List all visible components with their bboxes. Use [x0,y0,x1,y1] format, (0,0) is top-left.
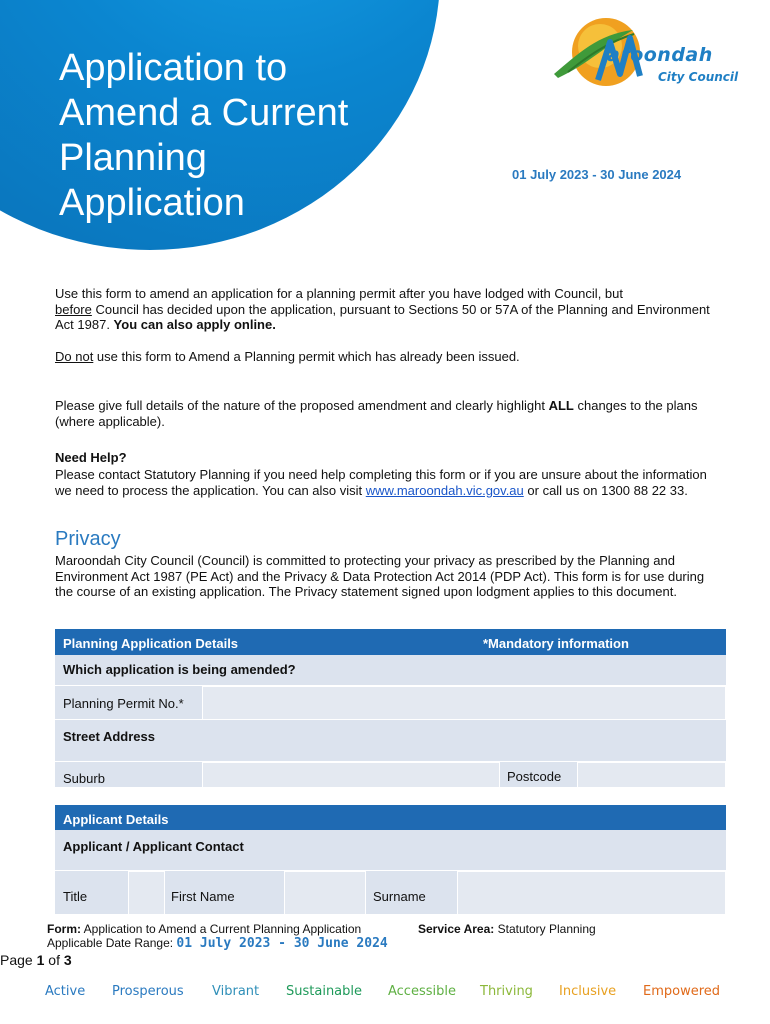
privacy-heading: Privacy [55,528,121,550]
intro-paragraph: Use this form to amend an application for a planning permit after you have lodged with Council, but before Council has decided upon the application, pursuant to Sections 50 or 57A of the Planning and Environment Act 1987. You can also apply online. [55,286,710,332]
date-range: 01 July 2023 - 30 June 2024 [512,167,682,182]
amend-question-row: Which application is being amended? [55,655,726,685]
footer-date-range: Applicable Date Range: 01 July 2023 - 30 June 2024 [47,936,388,951]
do-not-paragraph: Do not use this form to Amend a Planning permit which has already been issued. [55,349,520,364]
planning-details-header: Planning Application Details *Mandatory information [55,629,726,655]
applicant-details-header: Applicant Details [55,805,726,830]
permit-row [55,685,726,719]
value-word: Vibrant [212,984,260,999]
surname-field[interactable] [457,871,726,915]
permit-number-field[interactable] [202,686,726,720]
privacy-text: Maroondah City Council (Council) is committed to protecting your privacy as prescribed by the Planning and Environment Act 1987 (PE Act) and the Privacy & Data Protection Act 2014 (PDP Act). This form is for use during the course of an existing application. The Privacy statement signed upon lodgment applies to this document. [55,553,705,599]
logo-subtitle: City Council [658,70,739,84]
footer-form: Form: Application to Amend a Current Planning Application [47,922,362,936]
logo-wordmark: aroondah [607,44,713,66]
applicant-contact-row: Applicant / Applicant Contact [55,830,726,870]
value-word: Thriving [480,984,533,999]
planning-details-table [55,629,726,787]
footer-service-area: Service Area: Statutory Planning [418,922,596,936]
value-word: Empowered [643,984,721,999]
street-address-row[interactable]: Street Address [55,719,726,761]
name-row [55,870,726,914]
suburb-label: Suburb [63,771,105,786]
value-word: Prosperous [112,984,184,999]
permit-label: Planning Permit No.* [63,696,184,711]
suburb-row [55,761,726,787]
surname-label: Surname [373,889,426,904]
page-title: Application to Amend a Current Planning Application [59,47,349,224]
title-field[interactable] [128,871,165,915]
mandatory-note: *Mandatory information [483,636,629,651]
title-label: Title [63,889,88,904]
first-name-field[interactable] [284,871,366,915]
value-word: Accessible [388,984,456,999]
suburb-field[interactable] [202,762,500,788]
website-link[interactable]: www.maroondah.vic.gov.au [365,482,524,498]
page-number: Page 1 of 3 [0,952,72,968]
value-word: Sustainable [286,984,363,999]
value-word: Active [45,984,86,999]
value-word: Inclusive [559,984,617,999]
help-paragraph: Please contact Statutory Planning if you need help completing this form or if you are unsure about the information we need to process the application. You can also visit www.maroondah.vic.gov.au or call us on 1300 88 22 33. [55,467,707,498]
postcode-field[interactable] [577,762,726,788]
details-paragraph: Please give full details of the nature of the proposed amendment and clearly highlight ALL changes to the plans (where applicable). [55,398,698,429]
first-name-label: First Name [171,889,235,904]
need-help-heading: Need Help? [55,450,127,465]
postcode-label: Postcode [507,769,562,784]
applicant-details-table [55,805,726,914]
